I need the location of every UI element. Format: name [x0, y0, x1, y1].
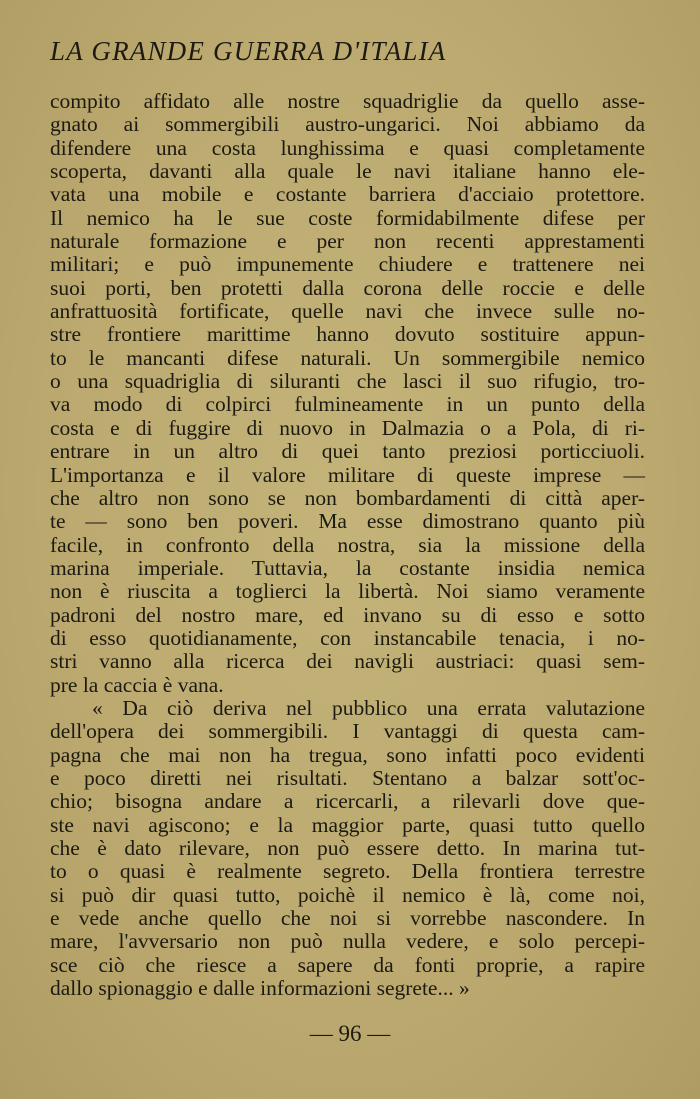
text-line: dallo spionaggio e dalle informazioni segrete... » [50, 976, 470, 1001]
text-line: si può dir quasi tutto, poichè il nemico è là, come noi, [50, 882, 645, 907]
text-line: o una squadriglia di siluranti che lasci il suo rifugio, tro- [50, 369, 645, 394]
text-line: difendere una costa lunghissima e quasi completamente [50, 135, 645, 160]
text-line: anfrattuosità fortificate, quelle navi che invece sulle no- [50, 299, 645, 324]
text-line: dell'opera dei sommergibili. I vantaggi di questa cam- [50, 719, 645, 744]
text-line: padroni del nostro mare, ed invano su di esso e sotto [50, 602, 645, 627]
text-line: e poco diretti nei risultati. Stentano a balzar sott'oc- [50, 765, 645, 790]
text-line: ste navi agiscono; e la maggior parte, quasi tutto quello [50, 812, 645, 837]
body-text [50, 90, 645, 1000]
text-line: vata una mobile e costante barriera d'acciaio protettore. [50, 182, 645, 207]
text-line: sce ciò che riesce a sapere da fonti proprie, a rapire [50, 952, 645, 977]
text-line: Il nemico ha le sue coste formidabilmente difese per [50, 205, 645, 230]
text-line: che altro non sono se non bombardamenti di città aper- [50, 485, 645, 510]
text-line: marina imperiale. Tuttavia, la costante insidia nemica [50, 555, 645, 580]
text-line: stre frontiere marittime hanno dovuto sostituire appun- [50, 322, 645, 347]
text-line: che è dato rilevare, non può essere detto. In marina tut- [50, 836, 645, 860]
text-line: naturale formazione e per non recenti apprestamenti [50, 229, 645, 254]
page-number: — 96 — [309, 1021, 391, 1046]
text-line: scoperta, davanti alla quale le navi italiane hanno ele- [50, 159, 645, 184]
paragraph-2 [50, 697, 645, 1000]
text-line: pagna che mai non ha tregua, sono infatti poco evidenti [50, 742, 645, 767]
text-line: di esso quotidianamente, con instancabile tenacia, i no- [50, 625, 645, 650]
text-line: va modo di colpirci fulmineamente in un punto della [50, 392, 645, 417]
text-line: stri vanno alla ricerca dei navigli austriaci: quasi sem- [50, 649, 645, 674]
text-line: suoi porti, ben protetti dalla corona delle roccie e delle [50, 275, 645, 300]
text-line: to le mancanti difese naturali. Un sommergibile nemico [50, 345, 645, 370]
paragraph-1 [50, 90, 645, 697]
text-line: entrare in un altro di quei tanto preziosi porticciuoli. [50, 439, 645, 464]
text-line: mare, l'avversario non può nulla vedere, e solo percepi- [50, 929, 645, 954]
text-line: gnato ai sommergibili austro-ungarici. Noi abbiamo da [50, 112, 645, 137]
text-line: pre la caccia è vana. [50, 672, 224, 697]
text-line: compito affidato alle nostre squadriglie da quello asse- [50, 89, 645, 113]
text-line: chio; bisogna andare a ricercarli, a rilevarli dove que- [50, 789, 645, 814]
text-line: militari; e può impunemente chiudere e trattenere nei [50, 252, 645, 277]
text-line: te — sono ben poveri. Ma esse dimostrano quanto più [50, 509, 645, 534]
text-line: e vede anche quello che noi si vorrebbe nascondere. In [50, 906, 645, 931]
text-line: costa e di fuggire di nuovo in Dalmazia o a Pola, di ri- [50, 415, 645, 440]
text-line: L'importanza e il valore militare di queste imprese — [50, 462, 645, 487]
text-line: non è riuscita a toglierci la libertà. Noi siamo veramente [50, 579, 645, 604]
text-line: facile, in confronto della nostra, sia la missione della [50, 532, 645, 557]
text-line: to o quasi è realmente segreto. Della frontiera terrestre [50, 859, 645, 884]
text-line: « Da ciò deriva nel pubblico una errata valutazione [92, 695, 645, 720]
running-head: LA GRANDE GUERRA D'ITALIA [50, 36, 447, 66]
